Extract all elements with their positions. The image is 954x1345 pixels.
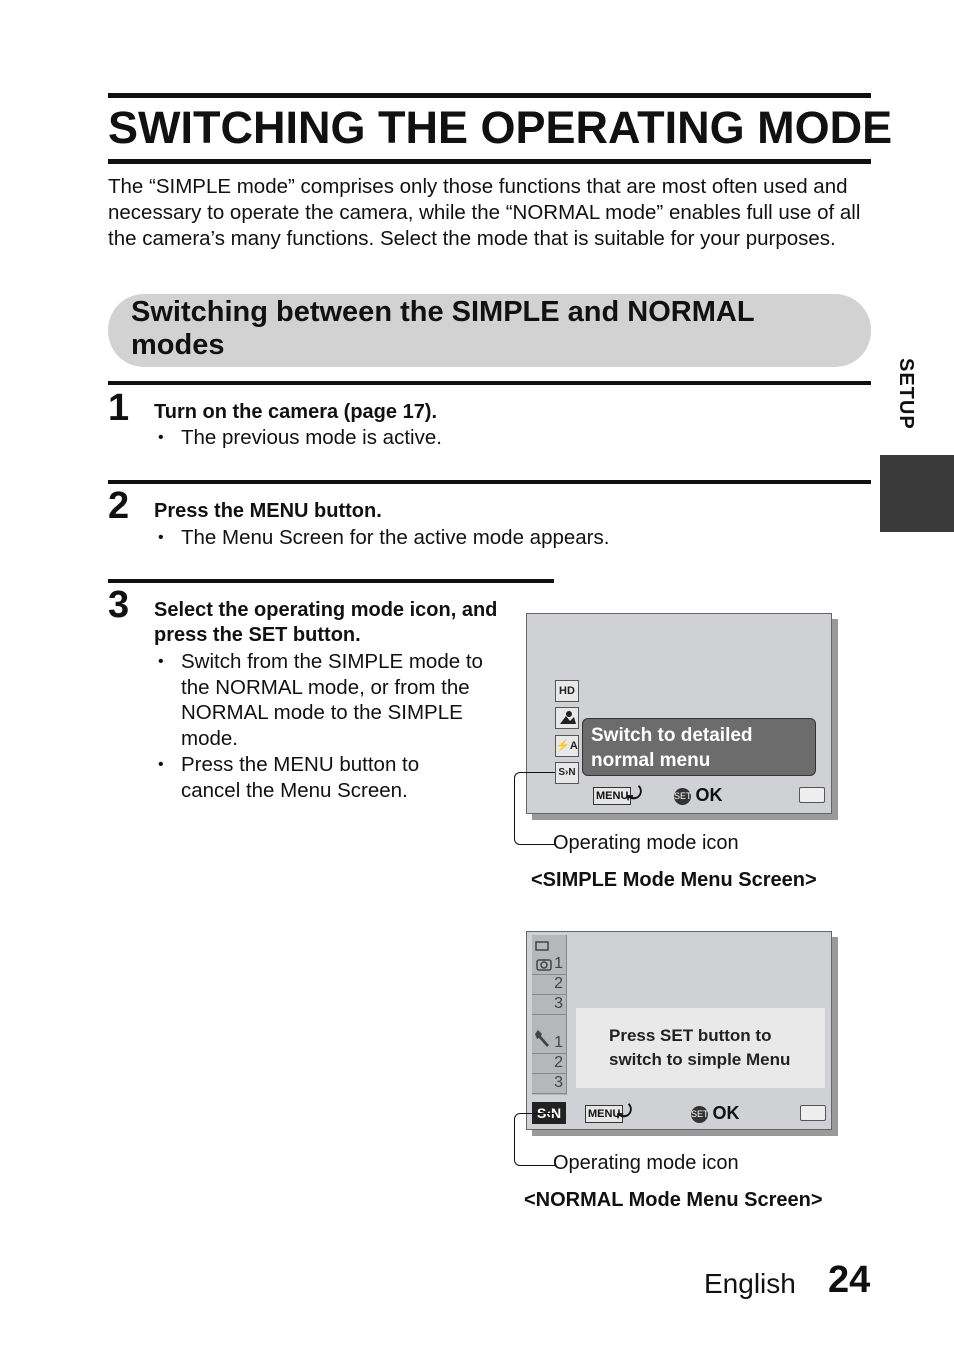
normal-ok-label: OK: [712, 1103, 740, 1123]
step-1-heading: Turn on the camera (page 17).: [154, 401, 438, 423]
simple-callout-label: Operating mode icon: [553, 832, 739, 854]
intro-paragraph: The “SIMPLE mode” comprises only those functions that are most often used and necessary to operate the camera, while the “NORMAL mode” enables full use of all the camera’s many functions. Select the mode that is suitable for your purposes.: [108, 175, 861, 250]
camera-menu-row-2[interactable]: 2: [532, 975, 566, 995]
flash-auto-icon: ⚡A: [555, 735, 579, 757]
ok-label: OK: [695, 785, 723, 805]
step-3-heading: Select the operating mode icon, and press the SET button.: [154, 599, 498, 646]
normal-set-ok-group: [691, 1103, 739, 1124]
page-title: SWITCHING THE OPERATING MODE: [108, 102, 893, 153]
normal-callout-line: [514, 1113, 555, 1166]
normal-return-icon: ⤾: [617, 1102, 632, 1122]
step-1-number: 1: [108, 387, 130, 429]
step-2-rule: [108, 480, 871, 484]
return-icon: ⤾: [627, 784, 642, 804]
footer-language: English: [704, 1268, 796, 1299]
switch-balloon: Switch to detailed normal menu: [582, 718, 816, 776]
normal-screen-caption: <NORMAL Mode Menu Screen>: [524, 1189, 823, 1211]
menu-icon: MENU: [593, 787, 631, 805]
step-2-heading: Press the MENU button.: [154, 500, 382, 522]
page-number: 24: [828, 1259, 871, 1301]
simple-screen-caption: <SIMPLE Mode Menu Screen>: [531, 869, 817, 891]
switch-panel: Press SET button to switch to simple Menu: [576, 1008, 825, 1088]
set-ok-group: [674, 785, 722, 806]
normal-menu-icon: MENU: [585, 1105, 623, 1123]
section-title: Switching between the SIMPLE and NORMAL modes: [131, 296, 755, 361]
operating-mode-icon[interactable]: S‹N: [532, 1102, 566, 1124]
set-icon: SET: [674, 788, 691, 805]
side-tab-label: SETUP: [895, 358, 917, 430]
normal-battery-icon: [800, 1105, 826, 1121]
scene-icon: [555, 707, 579, 729]
step-3-rule: [108, 579, 554, 583]
setup-menu-row-2[interactable]: 2: [532, 1054, 566, 1074]
setup-menu-row-1[interactable]: 1: [532, 1034, 566, 1054]
camera-menu-row-1[interactable]: 1: [532, 955, 566, 975]
title-rule-top: [108, 93, 871, 98]
step-3-bullet-1: • Switch from the SIMPLE mode to the NORMAL mode, or from the NORMAL mode to the SIMPLE mode.: [158, 650, 483, 750]
title-rule-bottom: [108, 159, 871, 164]
normal-set-icon: SET: [691, 1106, 708, 1123]
normal-callout-label: Operating mode icon: [553, 1152, 739, 1174]
step-3-bullet-2: • Press the MENU button to cancel the Menu Screen.: [158, 753, 420, 802]
step-2-bullet-1: • The Menu Screen for the active mode appears.: [158, 526, 610, 549]
step-3-number: 3: [108, 584, 130, 626]
step-2-number: 2: [108, 485, 130, 527]
hd-icon: HD: [555, 680, 579, 702]
battery-icon: [799, 787, 825, 803]
step-1-bullet-1: • The previous mode is active.: [158, 426, 442, 449]
step-1-rule: [108, 381, 871, 385]
camera-menu-row-3[interactable]: 3: [532, 995, 566, 1015]
setup-menu-row-3[interactable]: 3: [532, 1074, 566, 1094]
simple-callout-line: [514, 772, 555, 845]
mode-switch-icon[interactable]: S›N: [555, 762, 579, 784]
side-tab-block: [880, 455, 954, 532]
